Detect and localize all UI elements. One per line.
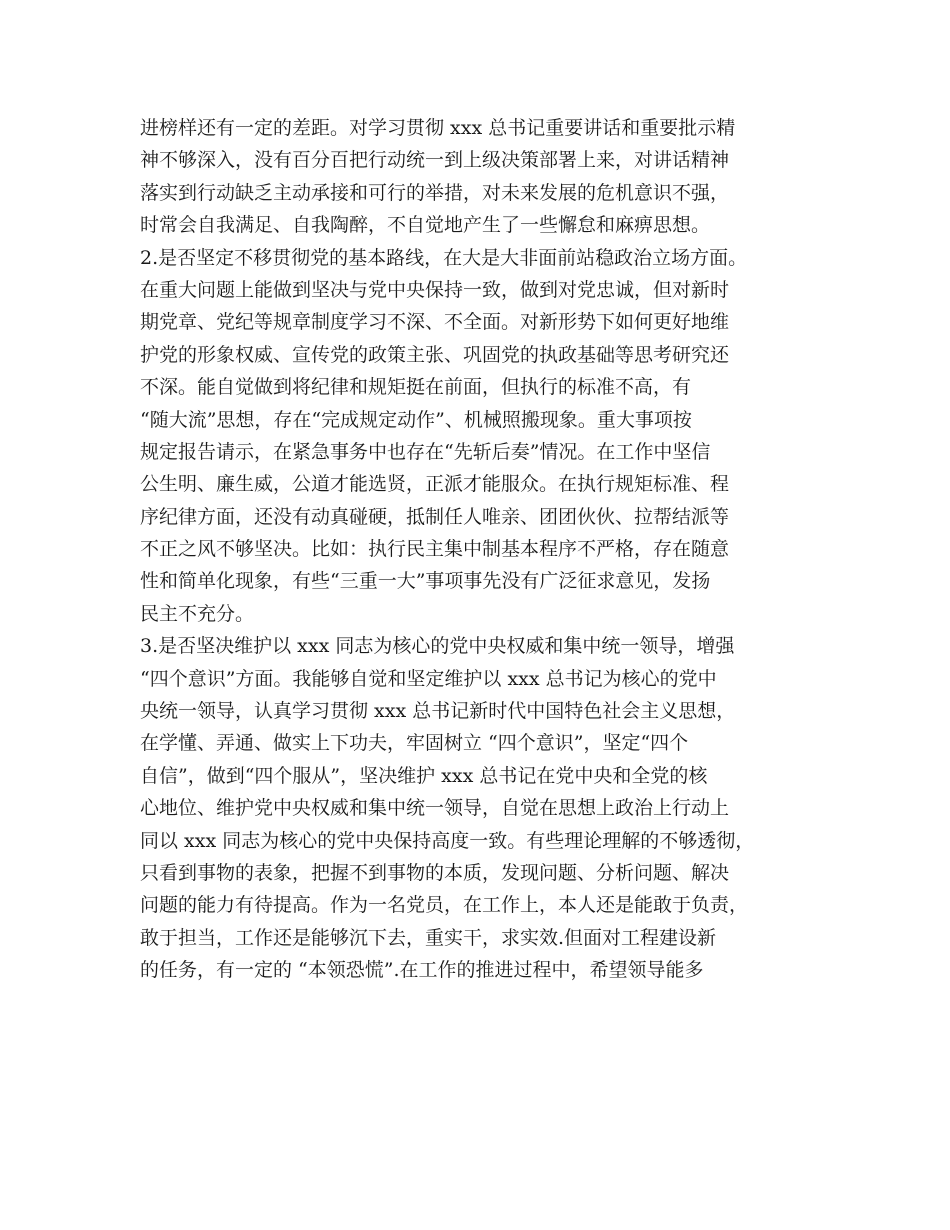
document-body [140,112,830,987]
text-line: 时常会自我满足、自我陶醉，不自觉地产生了一些懈怠和麻痹思想。 [140,214,711,237]
text-line: 在学懂、弄通、做实上下功夫，牢固树立 “四个意识”，坚定“四个 [140,732,689,755]
text-line: 期党章、党纪等规章制度学习不深、不全面。对新形势下如何更好地维 [140,311,730,334]
text-line: 2.是否坚定不移贯彻党的基本路线，在大是大非面前站稳政治立场方面。 [140,246,748,269]
text-line: 问题的能力有待提高。作为一名党员，在工作上，本人还是能敢于负责， [140,894,749,917]
text-line: 民主不充分。 [140,602,255,625]
text-line: 公生明、廉生威，公道才能选贤，正派才能服众。在执行规矩标准、程 [140,473,730,496]
text-line: 心地位、维护党中央权威和集中统一领导，自觉在思想上政治上行动上 [140,797,730,820]
text-line: 落实到行动缺乏主动承接和可行的举措，对未来发展的危机意识不强， [140,181,730,204]
text-line: “四个意识”方面。我能够自觉和坚定维护以 xxx 总书记为核心的党中 [140,667,717,690]
text-line: “随大流”思想，存在“完成规定动作”、机械照搬现象。重大事项按 [140,408,692,431]
text-line: 3.是否坚决维护以 xxx 同志为核心的党中央权威和集中统一领导，增强 [140,635,735,658]
text-line: 进榜样还有一定的差距。对学习贯彻 xxx 总书记重要讲话和重要批示精 [140,117,736,139]
text-line: 护党的形象权威、宣传党的政策主张、巩固党的执政基础等思考研究还 [140,343,730,366]
text-line: 自信”，做到“四个服从”，坚决维护 xxx 总书记在党中央和全党的核 [140,764,708,787]
text-line: 不深。能自觉做到将纪律和规矩挺在前面，但执行的标准不高，有 [140,376,692,399]
text-line: 只看到事物的表象，把握不到事物的本质，发现问题、分析问题、解决 [140,861,730,884]
text-line: 不正之风不够坚决。比如：执行民主集中制基本程序不严格，存在随意 [140,538,730,561]
text-line: 央统一领导，认真学习贯彻 xxx 总书记新时代中国特色社会主义思想， [140,700,736,723]
text-line: 的任务，有一定的 “本领恐慌”.在工作的推进过程中，希望领导能多 [140,959,704,982]
text-line: 在重大问题上能做到坚决与党中央保持一致，做到对党忠诚，但对新时 [140,278,730,301]
text-line: 序纪律方面，还没有动真碰硬，抵制任人唯亲、团团伙伙、拉帮结派等 [140,505,730,528]
text-line: 神不够深入，没有百分百把行动统一到上级决策部署上来，对讲话精神 [140,149,730,172]
text-line: 同以 xxx 同志为核心的党中央保持高度一致。有些理论理解的不够透彻， [140,829,755,852]
text-line: 敢于担当，工作还是能够沉下去，重实干，求实效.但面对工程建设新 [140,926,717,949]
text-line: 规定报告请示，在紧急事务中也存在“先斩后奏”情况。在工作中坚信 [140,440,711,463]
text-line: 性和简单化现象，有些“三重一大”事项事先没有广泛征求意见，发扬 [140,570,711,593]
